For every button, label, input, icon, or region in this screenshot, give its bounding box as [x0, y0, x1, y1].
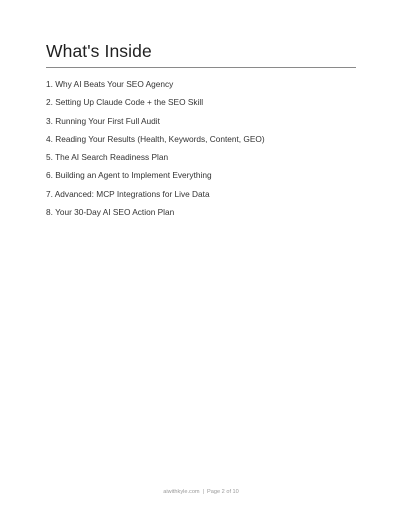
toc-item: 5. The AI Search Readiness Plan: [46, 152, 169, 163]
footer-page-number: Page 2 of 10: [207, 489, 239, 495]
toc-item: 1. Why AI Beats Your SEO Agency: [46, 79, 174, 89]
title-divider: [46, 67, 356, 68]
footer-site: aiwithkyle.com: [163, 489, 200, 495]
toc-item: 7. Advanced: MCP Integrations for Live Data: [46, 188, 210, 199]
page-footer: [0, 488, 402, 496]
footer-separator: |: [202, 489, 205, 495]
toc-item: 4. Reading Your Results (Health, Keywords, Content, GEO): [46, 133, 265, 144]
toc-item: 2. Setting Up Claude Code + the SEO Skill: [46, 97, 204, 108]
toc-item: 3. Running Your First Full Audit: [46, 115, 160, 126]
table-of-contents: [46, 79, 265, 225]
page-title: What's Inside: [46, 41, 152, 61]
toc-item: 8. Your 30-Day AI SEO Action Plan: [46, 207, 175, 218]
toc-item: 6. Building an Agent to Implement Everything: [46, 170, 212, 181]
